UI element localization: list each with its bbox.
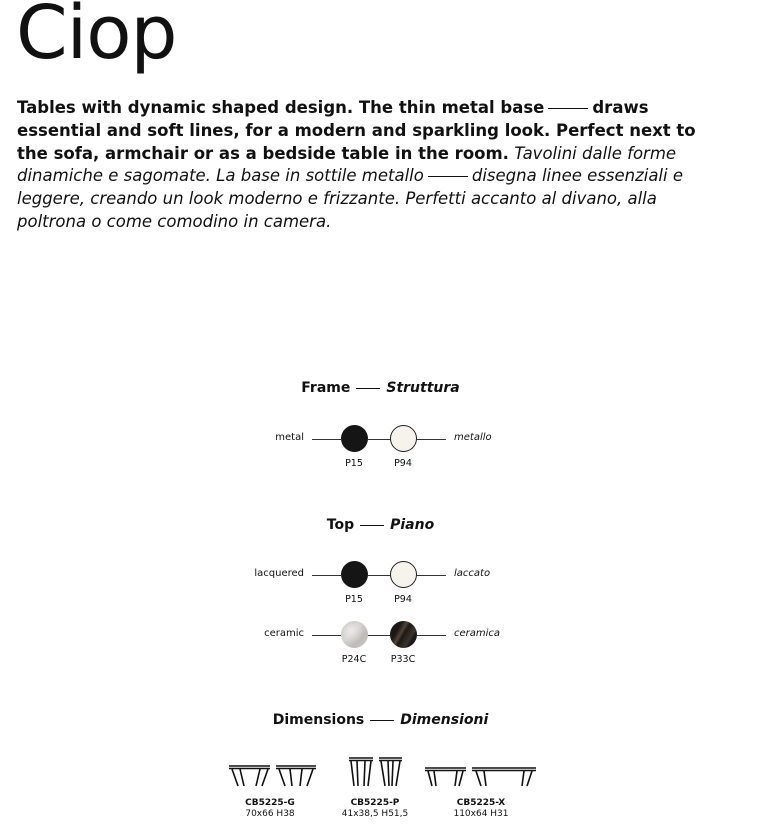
- heading-separator: [360, 525, 384, 526]
- product-code: CB5225-G: [245, 798, 295, 808]
- marble-swatch-p24c[interactable]: [341, 621, 368, 648]
- table-diagrams: [0, 756, 761, 796]
- color-swatch-p15[interactable]: [341, 561, 368, 588]
- description-en-part2: draws essential and soft lines, for a modern and sparkling look. Perfect next to the sofa, armchair or as a bedside table in the room.: [17, 98, 696, 163]
- swatch-code: P94: [394, 594, 412, 605]
- connector-line: [417, 635, 446, 636]
- description-it-part1: Tavolini dalle forme dinamiche e sagomate. La base in sottile metallo: [17, 143, 677, 186]
- swatch-code: P24C: [341, 654, 367, 665]
- connector-line: [312, 635, 341, 636]
- dimension-item-p: [320, 798, 430, 820]
- table-x-side-icon: [472, 768, 536, 786]
- dash-decoration: [548, 108, 588, 109]
- finish-label-en: metal: [275, 432, 304, 443]
- top-heading: [0, 517, 761, 533]
- product-code: CB5225-P: [350, 798, 400, 808]
- dimensions-heading-en: Dimensions: [272, 712, 365, 728]
- dimensions-heading-it: Dimensioni: [400, 712, 489, 728]
- dimension-item-x: [426, 798, 536, 820]
- connector-line: [312, 575, 341, 576]
- product-description: [17, 97, 717, 234]
- frame-heading-en: Frame: [301, 380, 351, 396]
- swatch-code: P33C: [390, 654, 416, 665]
- frame-heading: [0, 380, 761, 396]
- swatch-code: P15: [345, 594, 363, 605]
- top-heading-it: Piano: [390, 517, 435, 533]
- product-size: 41x38,5 H51,5: [341, 809, 409, 819]
- connector-line: [368, 575, 390, 576]
- finish-label-it: ceramica: [454, 628, 501, 639]
- connector-line: [417, 439, 446, 440]
- dash-decoration: [428, 176, 468, 177]
- connector-line: [417, 575, 446, 576]
- connector-line: [312, 439, 341, 440]
- description-en-part1: Tables with dynamic shaped design. The thin metal base: [17, 98, 545, 117]
- table-x-front-icon: [425, 768, 466, 786]
- heading-separator: [370, 720, 394, 721]
- color-swatch-p15[interactable]: [341, 425, 368, 452]
- product-size: 110x64 H31: [453, 809, 509, 819]
- description-it-part2: disegna linee essenziali e leggere, creando un look moderno e frizzante. Perfetti accanto al divano, alla poltrona o come comodino in camera.: [17, 166, 683, 231]
- swatch-code: P94: [394, 458, 412, 469]
- heading-separator: [356, 388, 380, 389]
- table-p-side-icon: [379, 758, 402, 786]
- product-code: CB5225-X: [456, 798, 506, 808]
- frame-heading-it: Struttura: [386, 380, 460, 396]
- color-swatch-p94[interactable]: [390, 561, 417, 588]
- connector-line: [368, 635, 390, 636]
- finish-label-en: lacquered: [254, 568, 304, 579]
- finish-label-it: laccato: [454, 568, 491, 579]
- table-p-front-icon: [349, 758, 373, 786]
- table-g-front-icon: [229, 766, 270, 786]
- color-swatch-p94[interactable]: [390, 425, 417, 452]
- top-lacquered-row: [0, 561, 761, 605]
- marble-swatch-p33c[interactable]: [390, 621, 417, 648]
- dimension-item-g: [215, 798, 325, 820]
- frame-metal-row: [0, 425, 761, 469]
- top-heading-en: Top: [326, 517, 355, 533]
- product-title: Ciop: [16, 0, 177, 76]
- dimensions-heading: [0, 712, 761, 728]
- swatch-code: P15: [345, 458, 363, 469]
- finish-label-it: metallo: [454, 432, 492, 443]
- top-ceramic-row: [0, 621, 761, 665]
- table-g-side-icon: [276, 766, 316, 786]
- product-size: 70x66 H38: [245, 809, 295, 819]
- connector-line: [368, 439, 390, 440]
- finish-label-en: ceramic: [264, 628, 304, 639]
